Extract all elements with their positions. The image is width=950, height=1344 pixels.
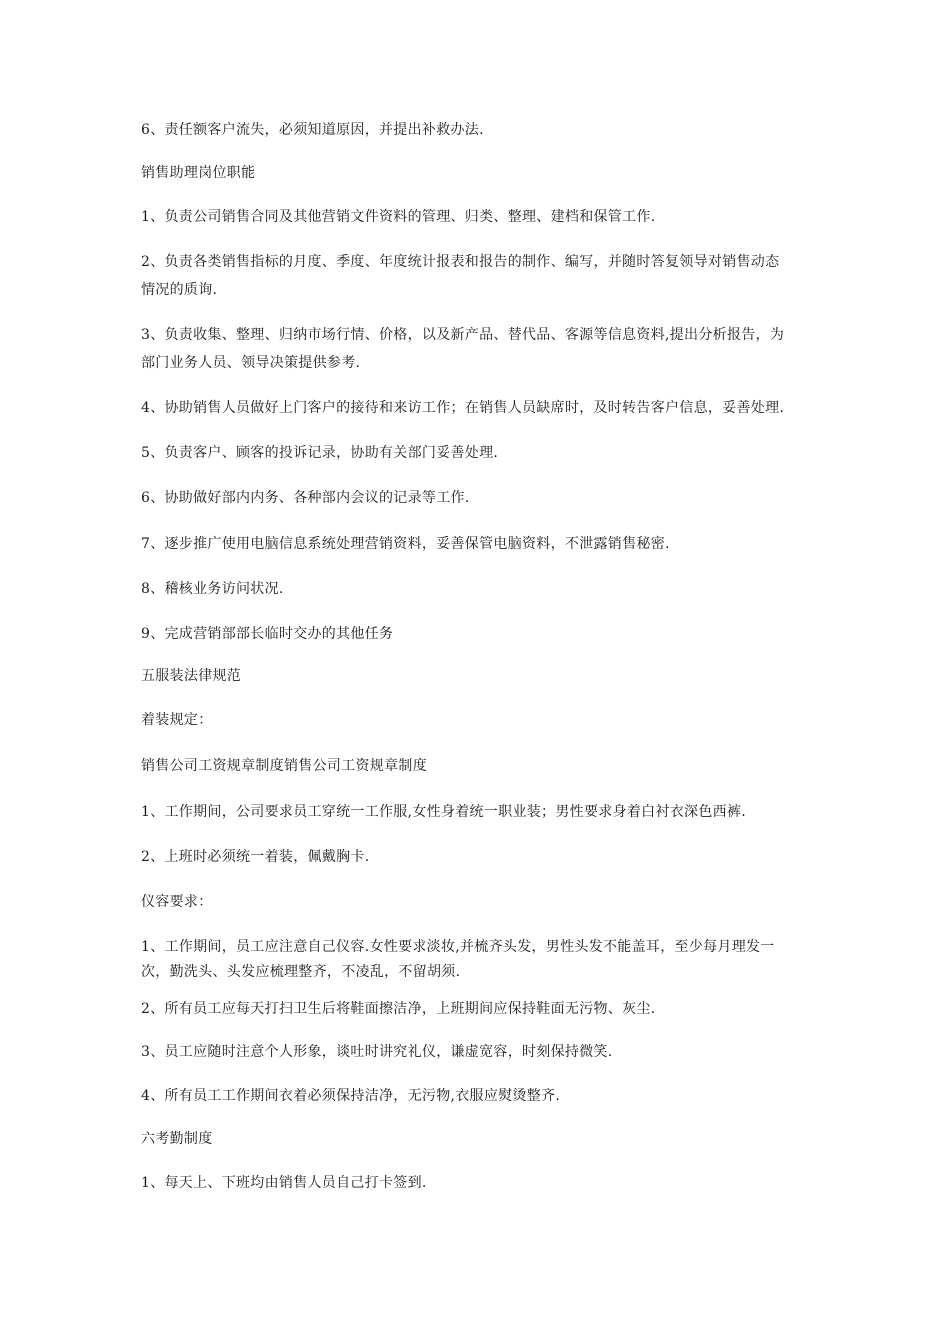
paragraph: 4、所有员工工作期间衣着必须保持洁净，无污物,衣服应熨烫整齐.: [141, 1088, 561, 1104]
paragraph: 3、负责收集、整理、归纳市场行情、价格，以及新产品、替代品、客源等信息资料,提出分析报告，为: [141, 327, 785, 343]
paragraph-continuation: 次，勤洗头、头发应梳理整齐，不凌乱，不留胡须.: [141, 964, 461, 980]
section-heading: 六考勤制度: [141, 1131, 213, 1147]
paragraph: 2、所有员工应每天打扫卫生后将鞋面擦洁净，上班期间应保持鞋面无污物、灰尘.: [141, 1001, 656, 1017]
paragraph: 1、每天上、下班均由销售人员自己打卡签到.: [141, 1175, 427, 1191]
section-heading: 仪容要求：: [141, 894, 213, 910]
paragraph: 6、责任额客户流失，必须知道原因，并提出补救办法.: [141, 122, 484, 138]
paragraph: 8、稽核业务访问状况.: [141, 581, 284, 597]
paragraph: 1、工作期间，公司要求员工穿统一工作服,女性身着统一职业装；男性要求身着白衬衣深色西裤.: [141, 804, 747, 820]
paragraph: 2、上班时必须统一着装，佩戴胸卡.: [141, 849, 370, 865]
paragraph: 9、完成营销部部长临时交办的其他任务: [141, 626, 394, 642]
paragraph: 5、负责客户、顾客的投诉记录，协助有关部门妥善处理.: [141, 445, 499, 461]
paragraph: 4、协助销售人员做好上门客户的接待和来访工作；在销售人员缺席时，及时转告客户信息，妥善处理.: [141, 400, 785, 416]
paragraph: 2、负责各类销售指标的月度、季度、年度统计报表和报告的制作、编写，并随时答复领导对销售动态: [141, 254, 780, 270]
paragraph: 3、员工应随时注意个人形象，谈吐时讲究礼仪，谦虚宽容，时刻保持微笑.: [141, 1044, 613, 1060]
paragraph: 7、逐步推广使用电脑信息系统处理营销资料，妥善保管电脑资料，不泄露销售秘密.: [141, 536, 670, 552]
paragraph: 1、工作期间，员工应注意自己仪容.女性要求淡妆,并梳齐头发，男性头发不能盖耳，至少每月理发一: [141, 939, 775, 955]
paragraph-continuation: 情况的质询.: [141, 282, 218, 298]
section-heading: 销售公司工资规章制度销售公司工资规章制度: [141, 758, 427, 774]
section-heading: 销售助理岗位职能: [141, 165, 256, 181]
paragraph: 1、负责公司销售合同及其他营销文件资料的管理、归类、整理、建档和保管工作.: [141, 209, 656, 225]
paragraph-continuation: 部门业务人员、领导决策提供参考.: [141, 355, 361, 371]
paragraph: 6、协助做好部内内务、各种部内会议的记录等工作.: [141, 490, 470, 506]
section-heading: 着装规定：: [141, 712, 213, 728]
section-heading: 五服装法律规范: [141, 668, 242, 684]
